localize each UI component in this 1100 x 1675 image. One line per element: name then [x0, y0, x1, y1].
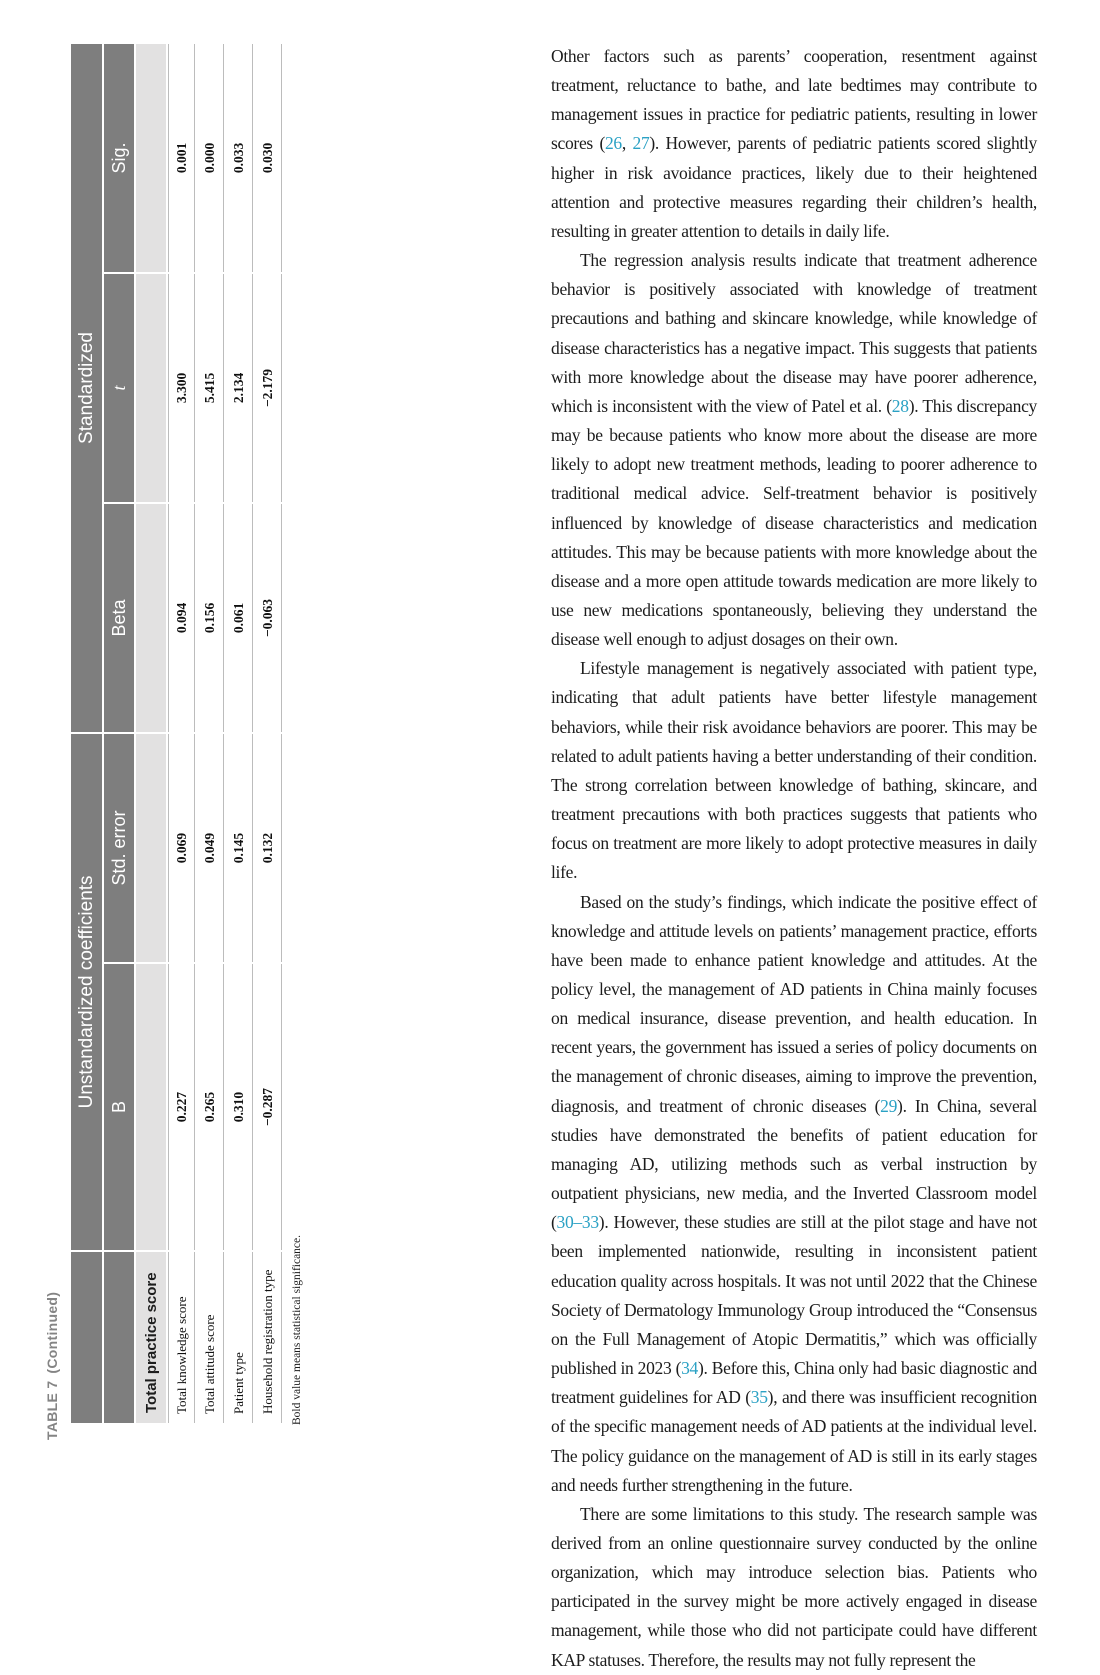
table-section-row [136, 44, 166, 1423]
value-beta: −0.063 [255, 504, 282, 732]
value-t: 3.300 [168, 274, 195, 502]
column-header-sig: Sig. [104, 44, 134, 272]
paragraph [551, 888, 1037, 1500]
section-empty-cell [136, 44, 166, 272]
table-continued-label: (Continued) [44, 1291, 60, 1374]
paragraph-text: There are some limitations to this study. The research sample was derived from an online questionnaire survey conducted by the online organization, which may introduce selection bias. Patients who participated in the survey might be more actively engaged in disease management, while those who did not participate could have different KAP statuses. Therefore, the results may not fully represent the [551, 1503, 1037, 1670]
value-std-error: 0.132 [255, 734, 282, 962]
header-group-standardized: Standardized [71, 44, 102, 732]
header-group-unstandardized: Unstandardized coefficients [71, 734, 102, 1250]
value-sig: 0.033 [226, 44, 253, 272]
section-empty-cell [136, 504, 166, 732]
column-header-beta: Beta [104, 504, 134, 732]
citation-link[interactable]: 27 [632, 133, 650, 154]
table-row [197, 44, 224, 1423]
table-number: TABLE 7 [44, 1380, 60, 1440]
paragraph-text: ). Before this, China only had basic diagnostic and treatment guidelines for AD ( [551, 1358, 1038, 1408]
column-header-t: t [104, 274, 134, 502]
section-empty-cell [136, 274, 166, 502]
paragraph-text: ). However, these studies are still at the pilot stage and have not been implemented nationwide, resulting in inconsistent patient education quality across hospitals. It was not until 2022 that the Chinese Society of Dermatology Immunology Group introduced the “Consensus on the Full Management of Atopic Dermatitis,” which was officially published in 2023 ( [551, 1212, 1037, 1379]
table-caption [44, 1292, 60, 1440]
value-beta: 0.061 [226, 504, 253, 732]
paragraph-text: Lifestyle management is negatively associated with patient type, indicating that adult patients have better lifestyle management behaviors, while their risk avoidance behaviors are poorer. This may be related to adult patients having a better understanding of their condition. The strong correlation between knowledge of bathing, skincare, and treatment precautions with both practices suggests that patients who focus on treatment are more likely to adopt protective measures in daily life. [551, 658, 1037, 883]
row-label: Total knowledge score [168, 1252, 195, 1423]
table-row [168, 44, 195, 1423]
value-beta: 0.156 [197, 504, 224, 732]
row-label: Household registration type [255, 1252, 282, 1423]
value-beta: 0.094 [168, 504, 195, 732]
value-b: −0.287 [255, 964, 282, 1250]
column-header-b: B [104, 964, 134, 1250]
table-header-column-row [104, 44, 134, 1423]
citation-link[interactable]: 29 [880, 1095, 898, 1116]
value-b: 0.227 [168, 964, 195, 1250]
article-column [551, 42, 1037, 1675]
citation-link[interactable]: 35 [750, 1387, 768, 1408]
paragraph-text: Other factors such as parents’ cooperation, resentment against treatment, reluctance to bathe, and late bedtimes may contribute to management issues in practice for pediatric patients, resulting in lower scores ( [551, 46, 1037, 154]
section-empty-cell [136, 734, 166, 962]
paragraph [551, 246, 1037, 654]
paragraph-text: , [621, 133, 633, 154]
paragraph-text: ), and there was insufficient recognition of the specific management needs of AD patients at the individual level. The policy guidance on the management of AD is still in its early stages and needs further strengthening in the future. [551, 1387, 1037, 1495]
paragraph-text: ). However, parents of pediatric patients scored slightly higher in risk avoidance practices, likely due to their heightened attention and protective measures regarding their children’s health, resulting in greater attention to details in daily life. [551, 133, 1037, 241]
value-std-error: 0.049 [197, 734, 224, 962]
paragraph-text: The regression analysis results indicate that treatment adherence behavior is positively associated with knowledge of treatment precautions and bathing and skincare knowledge, while knowledge of disease characteristics has a negative impact. This suggests that patients with more knowledge about the disease may have poorer adherence, which is inconsistent with the view of Patel et al. ( [551, 250, 1037, 416]
rotated-table-block [44, 42, 306, 1442]
column-header-std-error: Std. error [104, 734, 134, 962]
value-std-error: 0.069 [168, 734, 195, 962]
value-sig: 0.000 [197, 44, 224, 272]
paragraph [551, 1500, 1037, 1675]
paragraph [551, 42, 1037, 246]
paragraph-text: Based on the study’s findings, which indicate the positive effect of knowledge and attitude levels on patients’ management practice, efforts have been made to enhance patient knowledge and attitudes. At the policy level, the management of AD patients in China mainly focuses on medical insurance, disease prevention, and health education. In recent years, the government has issued a series of policy documents on the management of chronic diseases, aiming to improve the prevention, diagnosis, and treatment of chronic diseases ( [551, 891, 1037, 1116]
value-b: 0.310 [226, 964, 253, 1250]
paragraph-text: ). This discrepancy may be because patients who know more about the disease are more likely to adopt new treatment methods, leading to poorer adherence to traditional medical advice. Self-treatment behavior is positively influenced by knowledge of disease characteristics and medication attitudes. This may be because patients with more knowledge about the disease and a more open attitude towards medication are more likely to use new medications spontaneously, believing they understand the disease well enough to adjust dosages on their own. [551, 395, 1037, 650]
table-footnote: Bold value means statistical significance. [291, 1234, 303, 1425]
value-sig: 0.001 [168, 44, 195, 272]
value-t: 2.134 [226, 274, 253, 502]
citation-link[interactable]: 28 [891, 395, 909, 416]
paragraph [551, 654, 1037, 887]
citation-link[interactable]: 34 [681, 1358, 699, 1379]
section-empty-cell [136, 964, 166, 1250]
regression-table [69, 42, 284, 1425]
citation-link[interactable]: 30–33 [556, 1212, 599, 1233]
table-row [255, 44, 282, 1423]
table-header-group-row [71, 44, 102, 1423]
paragraph-text: ). In China, several studies have demonstrated the benefits of patient education for managing AD, utilizing methods such as verbal instruction by outpatient physicians, new media, and the Inverted Classroom model ( [551, 1095, 1037, 1233]
value-t: −2.179 [255, 274, 282, 502]
header-corner-cell [71, 1252, 102, 1423]
table-row [226, 44, 253, 1423]
header-empty-cell [104, 1252, 134, 1423]
value-t: 5.415 [197, 274, 224, 502]
section-header-total-practice-score: Total practice score [136, 1252, 166, 1423]
value-std-error: 0.145 [226, 734, 253, 962]
row-label: Total attitude score [197, 1252, 224, 1423]
value-b: 0.265 [197, 964, 224, 1250]
value-sig: 0.030 [255, 44, 282, 272]
citation-link[interactable]: 26 [604, 133, 622, 154]
row-label: Patient type [226, 1252, 253, 1423]
